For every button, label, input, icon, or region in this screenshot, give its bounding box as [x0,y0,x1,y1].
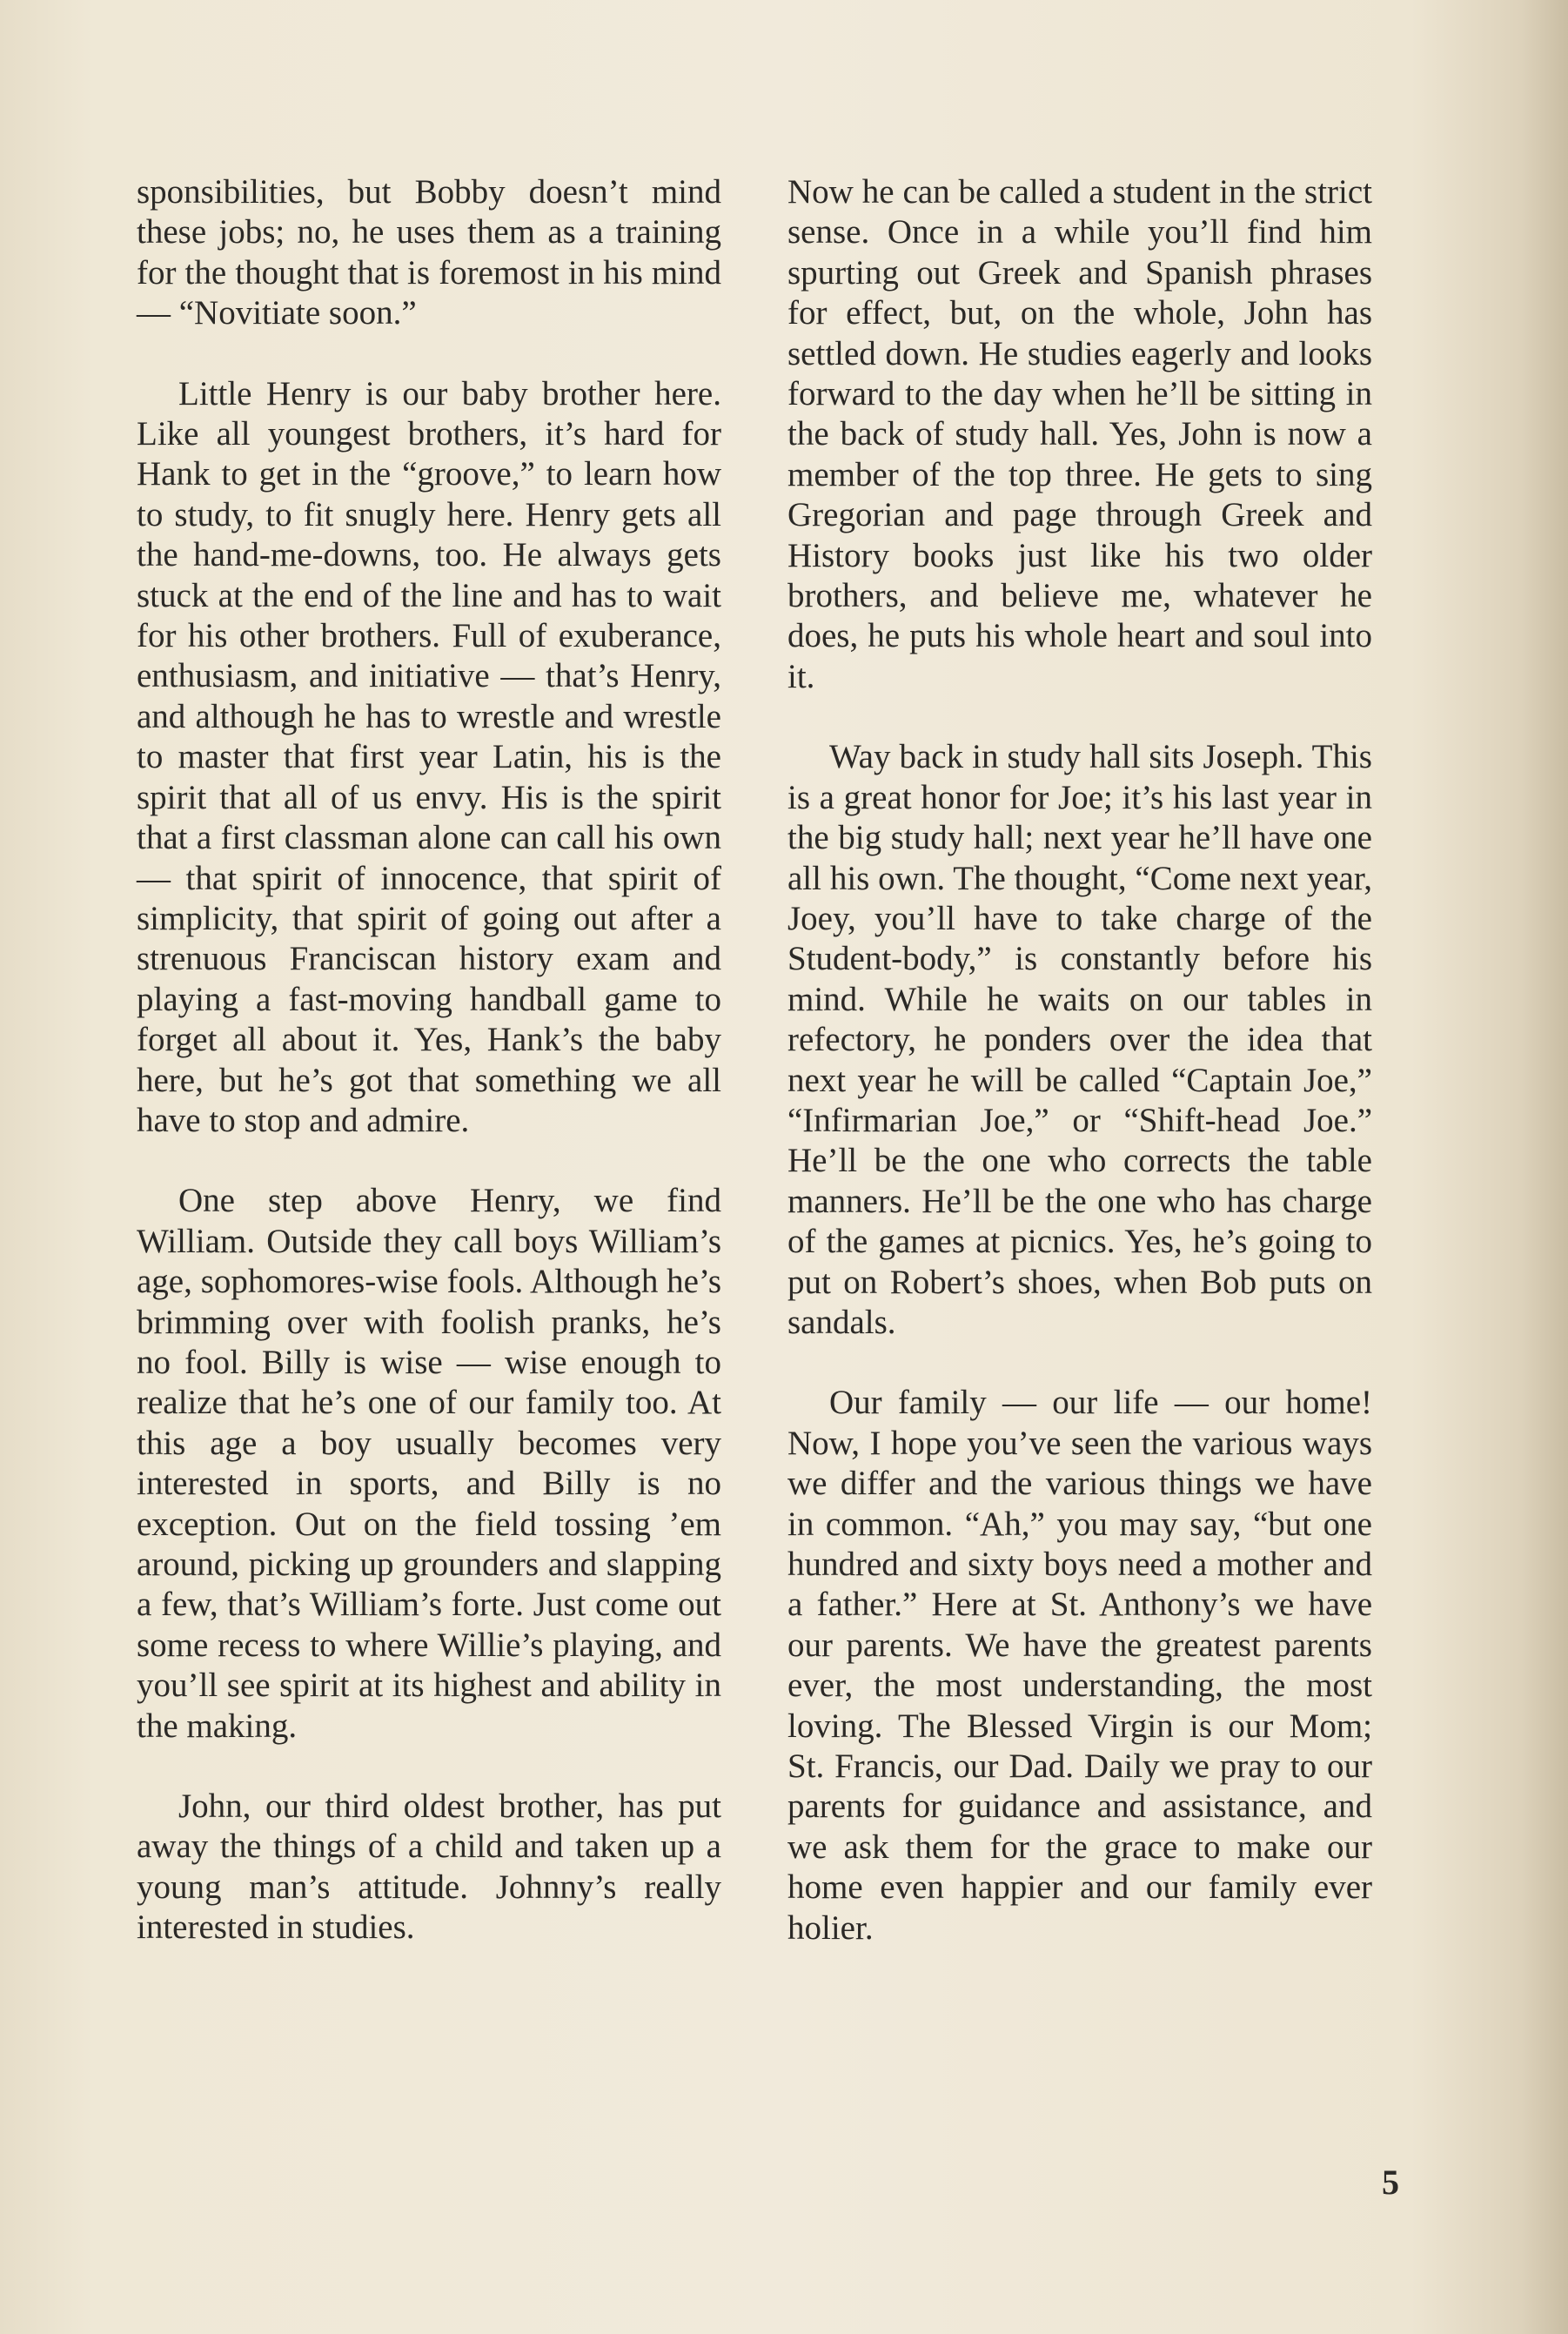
paragraph-william: One step above Henry, we find William. Outside they call boys William’s age, sophomores-wise fools. Although he’s brimming over with foolish pranks, he’s no fool. Billy is wise — wise enough to realize that he’s one of our family too. At this age a boy usually becomes very interested in sports, and Billy is no exception. Out on the field tossing ’em around, picking up grounders and slapping a few, that’s William’s forte. Just come out some recess to where Willie’s playing, and you’ll see spirit at its highest and ability in the making. [137,1182,721,1745]
paragraph-joseph: Way back in study hall sits Joseph. This is a great honor for Joe; it’s his last year in the big study hall; next year he’ll have one all his own. The thought, “Come next year, Joey, you’ll have to take charge of the Student-body,” is constantly before his mind. While he waits on our tables in refectory, he ponders over the idea that next year he will be called “Captain Joe,” “Infirmarian Joe,” or “Shift-head Joe.” He’ll be the one who corrects the table manners. He’ll be the one who has charge of the games at picnics. Yes, he’s going to put on Robert’s shoes, when Bob puts on sandals. [787,738,1372,1341]
paragraph-henry: Little Henry is our baby brother here. Like all youngest brothers, it’s hard for Hank to get in the “groove,” to learn how to study, to fit snugly here. Henry gets all the hand-me-downs, too. He always gets stuck at the end of the line and has to wait for his other brothers. Full of exuberance, enthusiasm, and initiative — that’s Henry, and although he has to wrestle and wrestle to master that first year Latin, his is the spirit that all of us envy. His is the spirit that a first classman alone can call his own — that spirit of innocence, that spirit of simplicity, that spirit of going out after a strenuous Franciscan history exam and playing a fast-moving handball game to forget all about it. Yes, Hank’s the baby here, but he’s got that something we all have to stop and admire. [137,374,721,1139]
left-column [137,172,721,1989]
right-column [787,172,1372,1989]
paragraph-family: Our family — our life — our home! Now, I hope you’ve seen the various ways we differ and the various things we have in common. “Ah,” you may say, “but one hundred and sixty boys need a mother and a father.” Here at St. Anthony’s we have our parents. We have the greatest parents ever, the most understanding, the most loving. The Blessed Virgin is our Mom; St. Francis, our Dad. Daily we pray to our parents for guidance and assistance, and we ask them for the grace to make our home even happier and our family ever holier. [787,1384,1372,1947]
paragraph-john: John, our third oldest brother, has put away the things of a child and taken up a young man’s attitude. Johnny’s really interested in studies. [137,1787,721,1947]
page-number: 5 [1382,2163,1399,2202]
paragraph-bobby-continued: sponsibilities, but Bobby doesn’t mind these jobs; no, he uses them as a training for the thought that is foremost in his mind — “Novitiate soon.” [137,173,721,332]
paragraph-john-continued: Now he can be called a student in the strict sense. Once in a while you’ll find him spurting out Greek and Spanish phrases for effect, but, on the whole, John has settled down. He studies eagerly and looks forward to the day when he’ll be sitting in the back of study hall. Yes, John is now a member of the top three. He gets to sing Gregorian and page through Greek and History books just like his two older brothers, and believe me, whatever he does, he puts his whole heart and soul into it. [787,173,1372,695]
